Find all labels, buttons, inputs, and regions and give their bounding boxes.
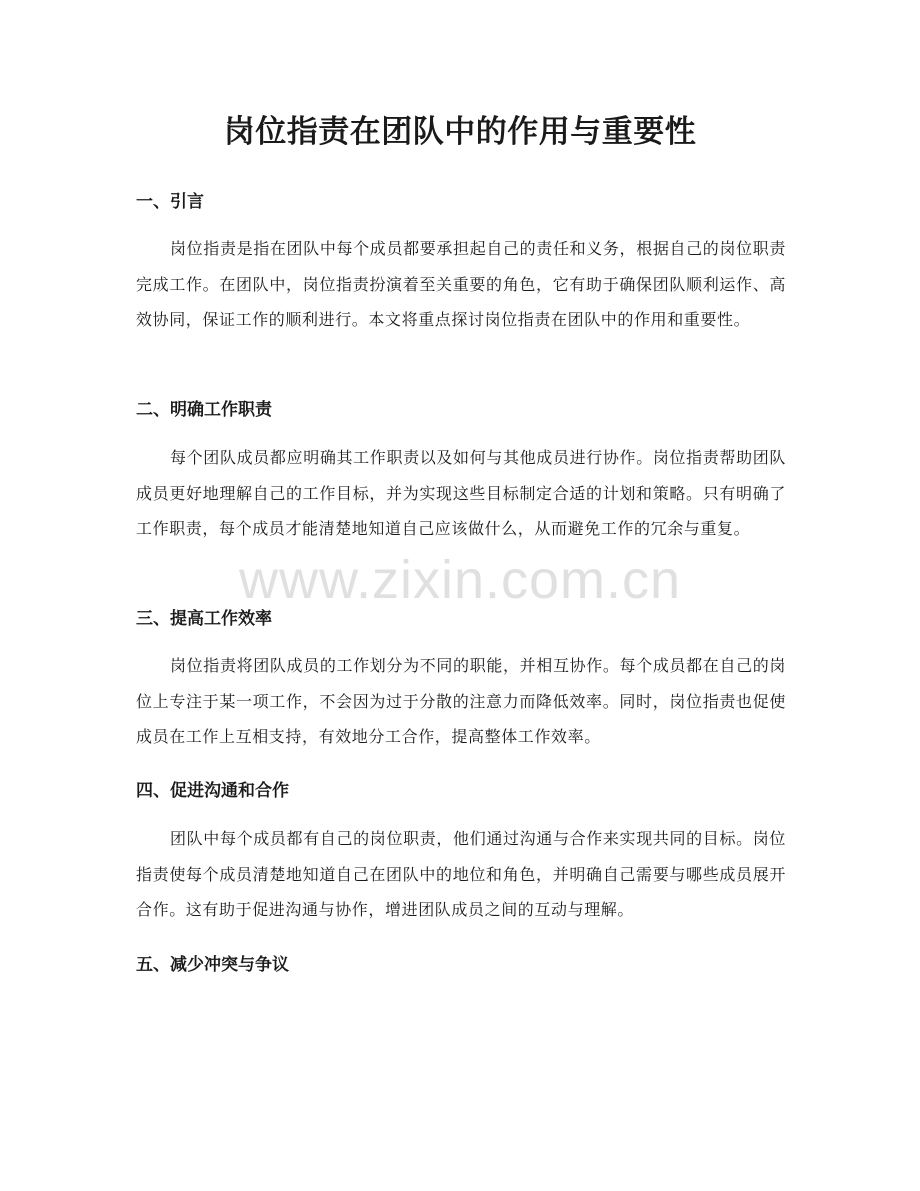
section-heading-intro: 一、引言 bbox=[136, 192, 204, 212]
section-heading-conflict: 五、减少冲突与争议 bbox=[136, 955, 289, 975]
section-heading-responsibilities: 二、明确工作职责 bbox=[136, 400, 272, 420]
section-heading-communication: 四、促进沟通和合作 bbox=[136, 781, 289, 801]
section-body-communication: 团队中每个成员都有自己的岗位职责，他们通过沟通与合作来实现共同的目标。岗位指责使每个成员清楚地知道自己在团队中的地位和角色，并明确自己需要与哪些成员展开合作。这有助于促进沟通与协作，增进团队成员之间的互动与理解。 bbox=[136, 829, 786, 919]
section-body-responsibilities: 每个团队成员都应明确其工作职责以及如何与其他成员进行协作。岗位指责帮助团队成员更好地理解自己的工作目标，并为实现这些目标制定合适的计划和策略。只有明确了工作职责，每个成员才能清楚地知道自己应该做什么，从而避免工作的冗余与重复。 bbox=[136, 448, 786, 538]
document-title: 岗位指责在团队中的作用与重要性 bbox=[223, 114, 697, 150]
section-body-efficiency: 岗位指责将团队成员的工作划分为不同的职能，并相互协作。每个成员都在自己的岗位上专注于某一项工作，不会因为过于分散的注意力而降低效率。同时，岗位指责也促使成员在工作上互相支持，有效地分工合作，提高整体工作效率。 bbox=[136, 656, 786, 746]
section-heading-efficiency: 三、提高工作效率 bbox=[136, 609, 272, 629]
watermark: www.zixin.com.cn bbox=[238, 550, 682, 610]
section-body-intro: 岗位指责是指在团队中每个成员都要承担起自己的责任和义务，根据自己的岗位职责完成工作。在团队中，岗位指责扮演着至关重要的角色，它有助于确保团队顺利运作、高效协同，保证工作的顺利进行。本文将重点探讨岗位指责在团队中的作用和重要性。 bbox=[136, 239, 786, 329]
